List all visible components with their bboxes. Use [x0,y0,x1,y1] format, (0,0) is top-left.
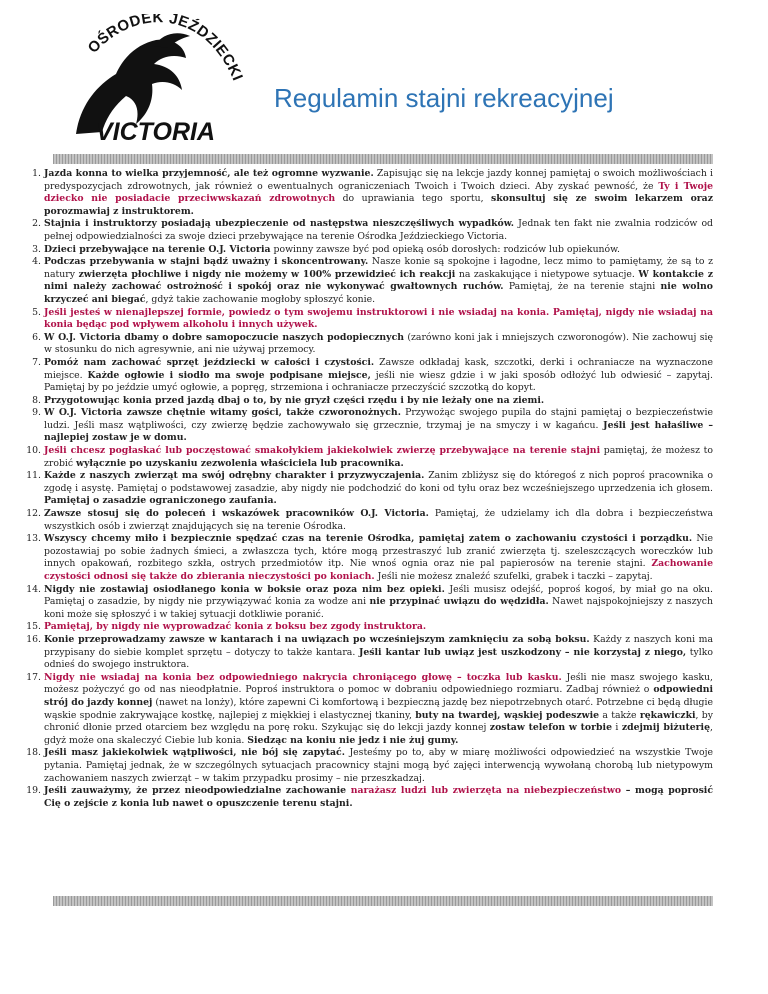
rule-text: Pamiętaj, że udzielamy ich dla dobra i bezpieczeństwa wszystkich osób i zwierząt znajdujących się na terenie Ośrodka. [44,508,714,532]
rule-item [19,533,713,583]
rule-number: 4. [32,256,41,268]
rule-item [19,244,713,257]
rule-item [19,332,713,357]
rule-text: Zawsze odkładaj kask, szczotki, derki i ochraniacze na wyznaczone miejsce. [44,356,713,381]
rule-text: Podczas przebywania w stajni bądź uważny i skoncentrowany. [44,256,369,268]
rule-number: 2. [32,218,41,230]
rule-text: do uprawiania tego sportu, [335,193,491,205]
logo-brand-text: VICTORIA [96,118,215,146]
rule-number: 13. [26,533,41,545]
rule-text: Nigdy nie zostawiaj osiodłanego konia w boksie oraz poza nim bez opieki. [44,583,445,595]
rule-text: powinny zawsze być pod opieką osób dorosłych: rodziców lub opiekunów. [270,243,620,255]
rule-number: 15. [26,621,41,633]
rule-text: Każde ogłowie i siodło ma swoje podpisane miejsce, [87,369,371,381]
rule-item [19,357,713,395]
rule-text: Każde z naszych zwierząt ma swój odrębny charakter i przyzwyczajenia. [44,470,425,482]
rule-number: 8. [32,394,41,406]
rule-text: (nawet na lonży), które zapewni Ci komfortową i bezpieczną jazdę bez niepotrzebnych otarć. Potrzebne ci będą długie wąskie spodnie zakrywające kostkę, najlepiej z miękkiej i elastycznej tkaniny, [44,696,713,721]
rule-text: Przygotowując konia przed jazdą dbaj o to, by nie gryzł części rzędu i by nie leżały one na ziemi. [44,394,545,406]
rule-text: Dzieci przebywające na terenie O.J. Victoria [44,243,271,255]
rule-text: Nie pozostawiaj po sobie żadnych śmieci, a zwłaszcza tych, które mogą przestraszyć lub zranić zwierzęta tj. szeleszczących woreczków lub innych opakowań, rozbitego szkła, ostrych przedmiotów itp. Nie wnoś ognia oraz nie pal papierosów na terenie stajni. [44,533,713,570]
rule-text: Każdy z naszych koni ma przypisany do siebie komplet sprzętu – dotyczy to także kantara. [44,633,714,658]
rule-text: Zapisując się na lekcje jazdy konnej pamiętaj o swoich możliwościach i predyspozycjach zdrowotnych, jak również o ewentualnych ograniczeniach Twoich i Twoich dzieci. Aby zyskać pewność, że [44,168,713,192]
rule-item [19,445,713,470]
bottom-divider-band [53,896,713,906]
rule-item [19,584,713,622]
rule-text: Nasze konie są spokojne i łagodne, lecz mimo to pamiętamy, że są to z natury [44,256,713,280]
rule-text: Pamiętaj, by nigdy nie wyprowadzać konia z boksu bez zgody instruktora. [44,621,427,633]
rule-text: Jesteśmy po to, aby w miarę możliwości odpowiedzieć na wszystkie Twoje pytania. Pamiętaj jednak, że w szczególnych sytuacjach pracownicy stajni mogą być zajęci interwencją wywołaną chorobą lub nietypowym zachowaniem naszych zwierząt – w takim przypadku prosimy – nie przeszkadzaj. [44,747,713,784]
rule-text: narażasz ludzi lub zwierzęta na niebezpieczeństwo [350,785,622,797]
rule-text: Jednak ten fakt nie zwalnia rodziców od pełnej odpowiedzialności za swoje dzieci przebywające na terenie Ośrodka Jeździeckiego Victoria. [44,218,713,242]
rule-number: 12. [26,508,41,520]
rule-number: 18. [26,747,41,759]
rule-text: tylko odnieś do swojego instruktora. [44,646,713,671]
rule-text: zwierzęta płochliwe i nigdy nie możemy w 100% przewidzieć ich reakcji [78,268,456,280]
rule-item [19,218,713,243]
rule-number: 7. [32,356,41,368]
rule-text: nie wolno krzyczeć ani biegać [44,281,713,305]
rule-number: 19. [26,785,41,797]
rule-text: , by chronić dłonie przed otarciem bez względu na porę roku. Szykując się do lekcji jazdy konnej [44,709,713,734]
rule-item [19,470,713,508]
rule-text: Jeśli kantar lub uwiąz jest uszkodzony – nie korzystaj z niego, [358,646,687,658]
rule-text: jeśli nie wiesz gdzie i w jaki sposób odłożyć lub odwiesić – zapytaj. Pamiętaj by po jeździe umyć ogłowie, a popręg, strzemiona i ochraniacze przeczyścić szczotką do kopyt. [44,369,713,394]
logo-arc-text: OŚRODEK JEŹDZIECKI [84,14,247,84]
rule-text: na zaskakujące i nietypowe sytuacje. [455,268,639,280]
rule-text: rękawiczki [639,709,696,721]
rule-text: (zarówno koni jak i mniejszych czworonogów). Nie zachowuj się w stosunku do nich agresywnie, ani nie używaj przemocy. [44,331,713,356]
rule-number: 6. [32,331,41,343]
rule-item [19,407,713,445]
rule-text: W kontakcie z nimi należy zachować ostrożność i spokój oraz nie wykonywać gwałtownych ruchów. [44,268,714,293]
rule-number: 3. [32,243,41,255]
rule-text: Wszyscy chcemy miło i bezpiecznie spędzać czas na terenie Ośrodka, pamiętaj zatem o zachowaniu czystości i porządku. [44,533,693,545]
page-title: Regulamin stajni rekreacyjnej [274,83,614,113]
rule-text: Stajnia i instruktorzy posiadają ubezpieczenie od następstwa nieszczęśliwych wypadków. [44,218,515,230]
rule-text: odpowiedni strój do jazdy konnej [44,684,713,708]
rule-number: 9. [32,407,41,419]
rule-text: – mogą poprosić Cię o zejście z konia lub nawet o opuszczenie terenu stajni. [44,785,713,809]
rule-text: Jeśli zauważymy, że przez nieodpowiedzialne zachowanie [44,785,351,797]
top-divider-band [53,154,713,164]
rule-text: , gdyż takie zachowanie mogłoby spłoszyć konie. [145,293,376,305]
rule-text: Jeśli musisz odejść, poproś kogoś, by miał go na oku. Pamiętaj o zasadzie, by nigdy nie przywiązywać konia za wodze ani [44,583,714,608]
rule-text: Jeśli jest hałaśliwe – najlepiej zostaw je w domu. [44,419,713,444]
rule-text: , gdyż może ona skaleczyć Ciebie lub konia. [44,722,713,746]
rule-item [19,634,713,672]
logo [66,14,256,150]
rule-text: pamiętaj, że możesz to zrobić [44,445,714,469]
rule-text: Przywożąc swojego pupila do stajni pamiętaj o bezpieczeństwie ludzi. Jeśli masz wątpliwości, czy zwierzę będzie zachowywało się grzecznie, trzymaj je na smyczy i w kagańcu. [44,407,713,431]
rule-text: Jeśli nie masz swojego kasku, możesz pożyczyć go od nas nieodpłatnie. Poproś instruktora o pomoc w dobraniu odpowiedniego rozmiaru. Zadbaj również o [44,671,714,696]
rule-text: Jeśli chcesz pogłaskać lub poczęstować smakołykiem jakiekolwiek zwierzę przebywające na terenie stajni [44,445,601,457]
rule-item [19,785,713,810]
rule-text: W O.J. Victoria zawsze chętnie witamy gości, także czworonożnych. [44,407,401,419]
rule-text: wyłącznie po uzyskaniu zezwolenia właściciela lub pracownika. [76,457,404,469]
rule-item [19,672,713,748]
rule-text: Zanim zbliżysz się do któregoś z nich poproś pracownika o zgodę i asystę. Pamiętaj o podstawowej zasadzie, aby nigdy nie podchodzić do koni od tyłu oraz bez wcześniejszego uprzedzenia ich głosem. [44,470,713,494]
rule-text: Jeśli nie możesz znaleźć szufelki, grabek i taczki – zapytaj. [374,571,653,582]
rule-item [19,168,713,218]
rule-item [19,508,713,533]
rule-item [19,395,713,408]
rule-text: skonsultuj się ze swoim lekarzem oraz porozmawiaj z instruktorem. [44,193,713,217]
rule-text: Pamiętaj o zasadzie ograniczonego zaufania. [44,495,277,507]
rule-text: a także [599,709,640,721]
rule-text: Nigdy nie wsiadaj na konia bez odpowiedniego nakrycia chroniącego głowę – toczka lub kasku. [44,671,562,683]
rule-text: Zachowanie czystości odnosi się także do zbierania nieczystości po koniach. [44,558,713,582]
rule-item [19,747,713,785]
rule-text: Nawet najspokojniejszy z naszych koni może się spłoszyć i w takiej sytuacji dotkliwie poranić. [44,596,713,620]
rule-text: Jazda konna to wielka przyjemność, ale też ogromne wyzwanie. [44,168,374,179]
rule-text: nie przypinać uwiązu do wędzidła. [369,596,549,608]
rule-text: Konie przeprowadzamy zawsze w kantarach i na uwiązach po wcześniejszym zamknięciu za sobą boksu. [44,633,590,645]
rule-text: Zawsze stosuj się do poleceń i wskazówek pracowników O.J. Victoria. [44,508,429,520]
rules-list [19,168,713,810]
rule-text: zostaw telefon w torbie [489,722,612,734]
rule-text: Ty i Twoje dziecko nie posiadacie przeciwwskazań zdrowotnych [44,180,714,205]
rule-number: 16. [26,633,41,645]
rule-number: 5. [32,306,41,318]
rule-number: 10. [26,445,41,457]
rule-text: Siedząc na koniu nie jedz i nie żuj gumy. [247,734,459,746]
rule-item [19,621,713,634]
rule-text: buty na twardej, wąskiej podeszwie [415,709,600,721]
rule-text: W O.J. Victoria dbamy o dobre samopoczucie naszych podopiecznych [44,331,405,343]
rule-number: 11. [26,470,41,482]
rule-item [19,307,713,332]
rule-number: 17. [26,671,41,683]
rule-text: Pomóż nam zachować sprzęt jeździecki w całości i czystości. [44,356,375,368]
rule-text: Jeśli jesteś w nienajlepszej formie, powiedz o tym swojemu instruktorowi i nie wsiadaj na konia. Pamiętaj, nigdy nie wsiadaj na konia będąc pod wpływem alkoholu i innych używek. [44,306,713,331]
rule-number: 14. [26,583,41,595]
rule-text: Jeśli masz jakiekolwiek wątpliwości, nie bój się zapytać. [44,747,345,759]
rule-text: zdejmij biżuterię [621,722,711,734]
rule-number: 1. [32,168,41,179]
rule-text: i [611,722,622,734]
rule-text: Pamiętaj, że na terenie stajni [503,281,661,293]
rule-item [19,256,713,306]
